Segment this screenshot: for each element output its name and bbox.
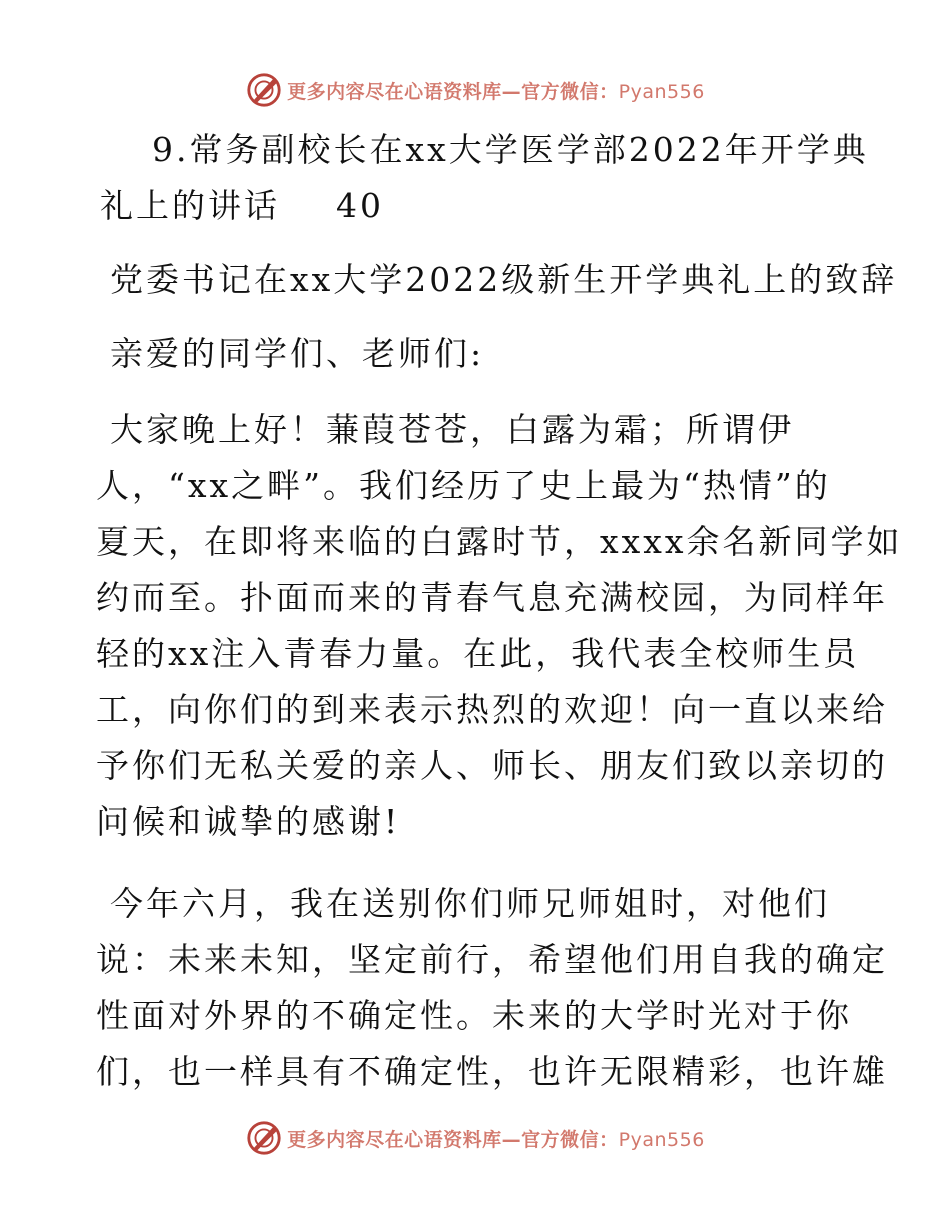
paragraph-line: 大家晚上好！蒹葭苍苍，白露为霜；所谓伊: [110, 410, 794, 449]
paragraph-line: 予你们无私关爱的亲人、师长、朋友们致以亲切的: [96, 746, 888, 785]
watermark-logo-icon: [245, 71, 283, 109]
paragraph-line: 人，“xx之畔”。我们经历了史上最为“热情”的: [96, 466, 831, 505]
toc-entry-line-1: 9.常务副校长在xx大学医学部2022年开学典: [152, 130, 869, 169]
paragraph-line: 性面对外界的不确定性。未来的大学时光对于你: [96, 996, 852, 1035]
watermark-text: 更多内容尽在心语资料库—官方微信：Pyan556: [287, 80, 705, 103]
paragraph-2: [96, 876, 888, 1100]
salutation: 亲爱的同学们、老师们:: [110, 334, 485, 373]
paragraph-line: 问候和诚挚的感谢!: [96, 802, 401, 841]
toc-entry-line-2: [100, 178, 866, 234]
speech-title: 党委书记在xx大学2022级新生开学典礼上的致辞: [110, 260, 898, 299]
paragraph-line: 夏天，在即将来临的白露时节，xxxx余名新同学如: [96, 522, 903, 561]
document-body: [96, 122, 903, 1100]
paragraph-line: 约而至。扑面而来的青春气息充满校园，为同样年: [96, 578, 888, 617]
footer-watermark: [0, 1118, 950, 1158]
header-watermark: [0, 70, 950, 110]
paragraph-line: 工，向你们的到来表示热烈的欢迎！向一直以来给: [96, 690, 888, 729]
watermark-logo-icon: [245, 1119, 283, 1157]
paragraph-line: 今年六月，我在送别你们师兄师姐时，对他们: [110, 884, 830, 923]
watermark-text: 更多内容尽在心语资料库—官方微信：Pyan556: [287, 1128, 705, 1151]
paragraph-line: 说：未来未知，坚定前行，希望他们用自我的确定: [96, 940, 888, 979]
toc-entry-text: 礼上的讲话: [100, 186, 280, 225]
toc-page-number: 40: [336, 186, 384, 225]
paragraph-line: 们，也一样具有不确定性，也许无限精彩，也许雄: [96, 1052, 888, 1091]
paragraph-line: 轻的xx注入青春力量。在此，我代表全校师生员: [96, 634, 860, 673]
paragraph-1: [96, 402, 903, 850]
